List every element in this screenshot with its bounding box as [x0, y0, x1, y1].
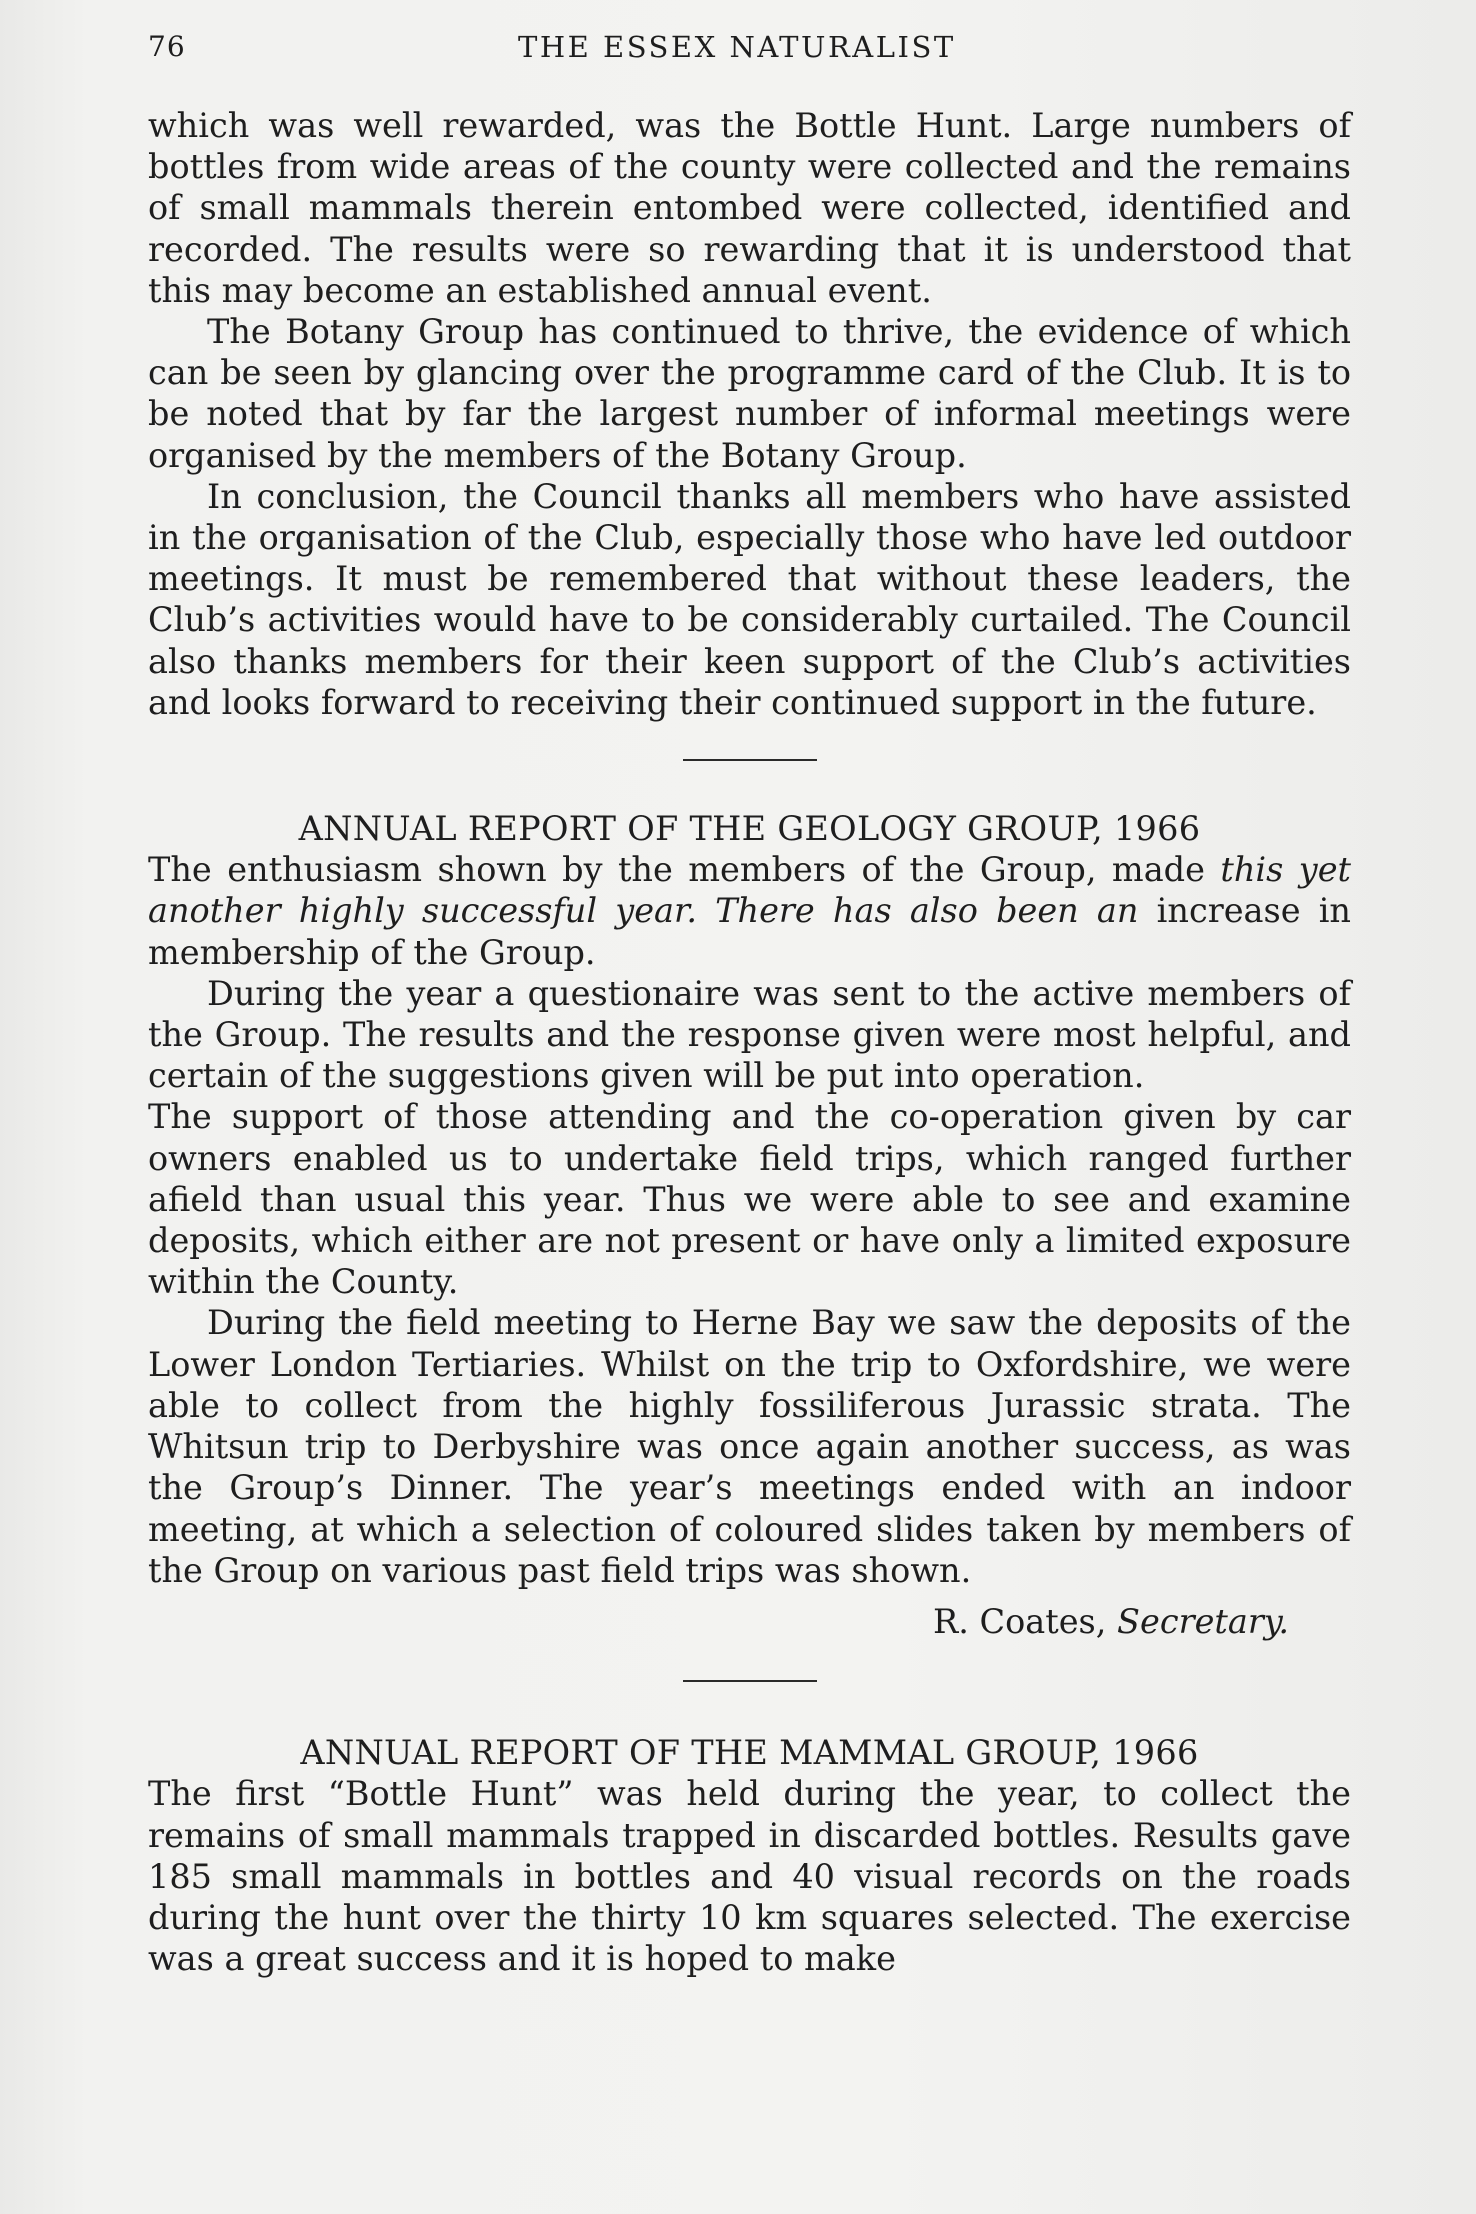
section-divider: [683, 759, 817, 761]
geology-paragraph: The enthusiasm shown by the members of the Group, made this yet another highly successful year. There has also been an increase in membership of the Group.: [148, 850, 1351, 972]
intro-paragraph: In conclusion, the Council thanks all members who have assisted in the organisation of the Club, especially those who have led outdoor meetings. It must be remembered that without these leaders, the Club’s activities would have to be considerably curtailed. The Council also thanks members for their keen support of the Club’s activities and looks forward to receiving their continued support in the future.: [148, 476, 1351, 722]
intro-paragraph: The Botany Group has continued to thrive, the evidence of which can be seen by glancing over the programme card of the Club. It is to be noted that by far the largest number of informal meetings were organised by the members of the Botany Group.: [148, 312, 1351, 475]
signature-name: R. Coates,: [932, 1601, 1107, 1641]
running-head: THE ESSEX NATURALIST: [518, 30, 956, 64]
geology-paragraph: The support of those attending and the co-operation given by car owners enabled us to undertake field trips, which ranged further afield than usual this year. Thus we were able to see and examine deposits, which either are not present or have only a limited exposure within the County.: [148, 1097, 1351, 1302]
geology-paragraph: During the field meeting to Herne Bay we saw the deposits of the Lower London Tertiaries. Whilst on the trip to Oxfordshire, we were able to collect from the highly fossiliferous Jurassic strata. The Whitsun trip to Derbyshire was once again another success, as was the Group’s Dinner. The year’s meetings ended with an indoor meeting, at which a selection of coloured slides taken by members of the Group on various past field trips was shown.: [148, 1303, 1351, 1590]
page-header: [148, 30, 1352, 70]
intro-paragraph: which was well rewarded, was the Bottle Hunt. Large numbers of bottles from wide areas of the county were collected and the remains of small mammals therein entombed were collected, identified and recorded. The results were so rewarding that it is understood that this may become an established annual event.: [148, 106, 1351, 310]
mammal-report-title: ANNUAL REPORT OF THE MAMMAL GROUP, 1966: [300, 1733, 1199, 1773]
geology-signature: [148, 1601, 1351, 1642]
body-text: [148, 105, 1351, 1979]
signature-role: Secretary.: [1117, 1601, 1289, 1641]
geology-report-title: ANNUAL REPORT OF THE GEOLOGY GROUP, 1966: [298, 809, 1201, 849]
geology-paragraph: During the year a questionaire was sent to the active members of the Group. The results and the response given were most helpful, and certain of the suggestions given will be put into operation.: [148, 973, 1351, 1096]
geology-emphasis: this yet another highly successful year. There has also been an: [148, 850, 1351, 931]
page-number: 76: [148, 30, 186, 63]
section-divider: [683, 1680, 817, 1682]
mammal-paragraph: The first “Bottle Hunt” was held during the year, to collect the remains of small mammals trapped in discarded bottles. Results gave 185 small mammals in bottles and 40 visual records on the roads during the hunt over the thirty 10 km squares selected. The exercise was a great success and it is hoped to make: [148, 1774, 1351, 1979]
